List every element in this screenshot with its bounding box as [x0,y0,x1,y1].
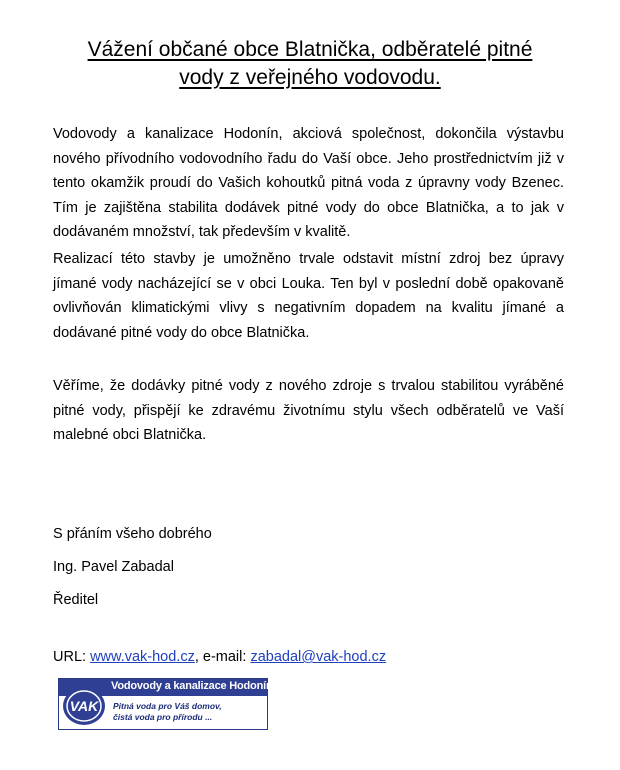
logo-mark-text: VAK [69,698,99,714]
email-link[interactable]: zabadal@vak-hod.cz [250,649,387,665]
paragraph-2: Realizací této stavby je umožněno trvale odstavit místní zdroj bez úpravy jímané vody nacházející se v obci Louka. Ten byl v poslední době opakovaně ovlivňován klimatickými vlivy s negativním dopadem na kvalitu jímané a dodávané pitné vody do obce Blatnička. [53,251,564,341]
signer-name: Ing. Pavel Zabadal [53,559,174,575]
title-line-2: vody z veřejného vodovodu. [179,66,441,89]
paragraph-3: Věříme, že dodávky pitné vody z nového zdroje s trvalou stabilitou vyráběné pitné vody, přispějí ke zdravému životnímu stylu všech odběratelů ve Vaší malebné obci Blatnička. [53,378,564,443]
letter-title [40,36,580,92]
closing-greeting: S přáním všeho dobrého [53,526,212,542]
title-line-1: Vážení občané obce Blatnička, odběratelé pitné [87,38,533,61]
company-logo [58,678,296,730]
website-link[interactable]: www.vak-hod.cz [90,649,195,665]
email-label: , e-mail: [194,649,251,665]
signer-role: Ředitel [53,592,99,608]
contact-line [53,647,386,667]
logo-slogan-line-1: Pitná voda pro Váš domov, [113,701,222,711]
vak-logo-mark-icon [61,681,107,727]
logo-slogan [113,701,222,723]
url-label: URL: [53,649,91,665]
logo-company-name: Vodovody a kanalizace Hodonín, a.s. [111,680,296,692]
logo-slogan-line-2: čistá voda pro přírodu ... [113,712,213,722]
paragraph-1: Vodovody a kanalizace Hodonín, akciová společnost, dokončila výstavbu nového přívodního vodovodního řadu do Vaší obce. Jeho prostřednictvím již v tento okamžik proudí do Vašich kohoutků pitná voda z úpravny vody Bzenec. Tím je zajištěna stabilita dodávek pitné vody do obce Blatnička, a to jak v dodávaném množství, tak především v kvalitě. [53,126,564,240]
